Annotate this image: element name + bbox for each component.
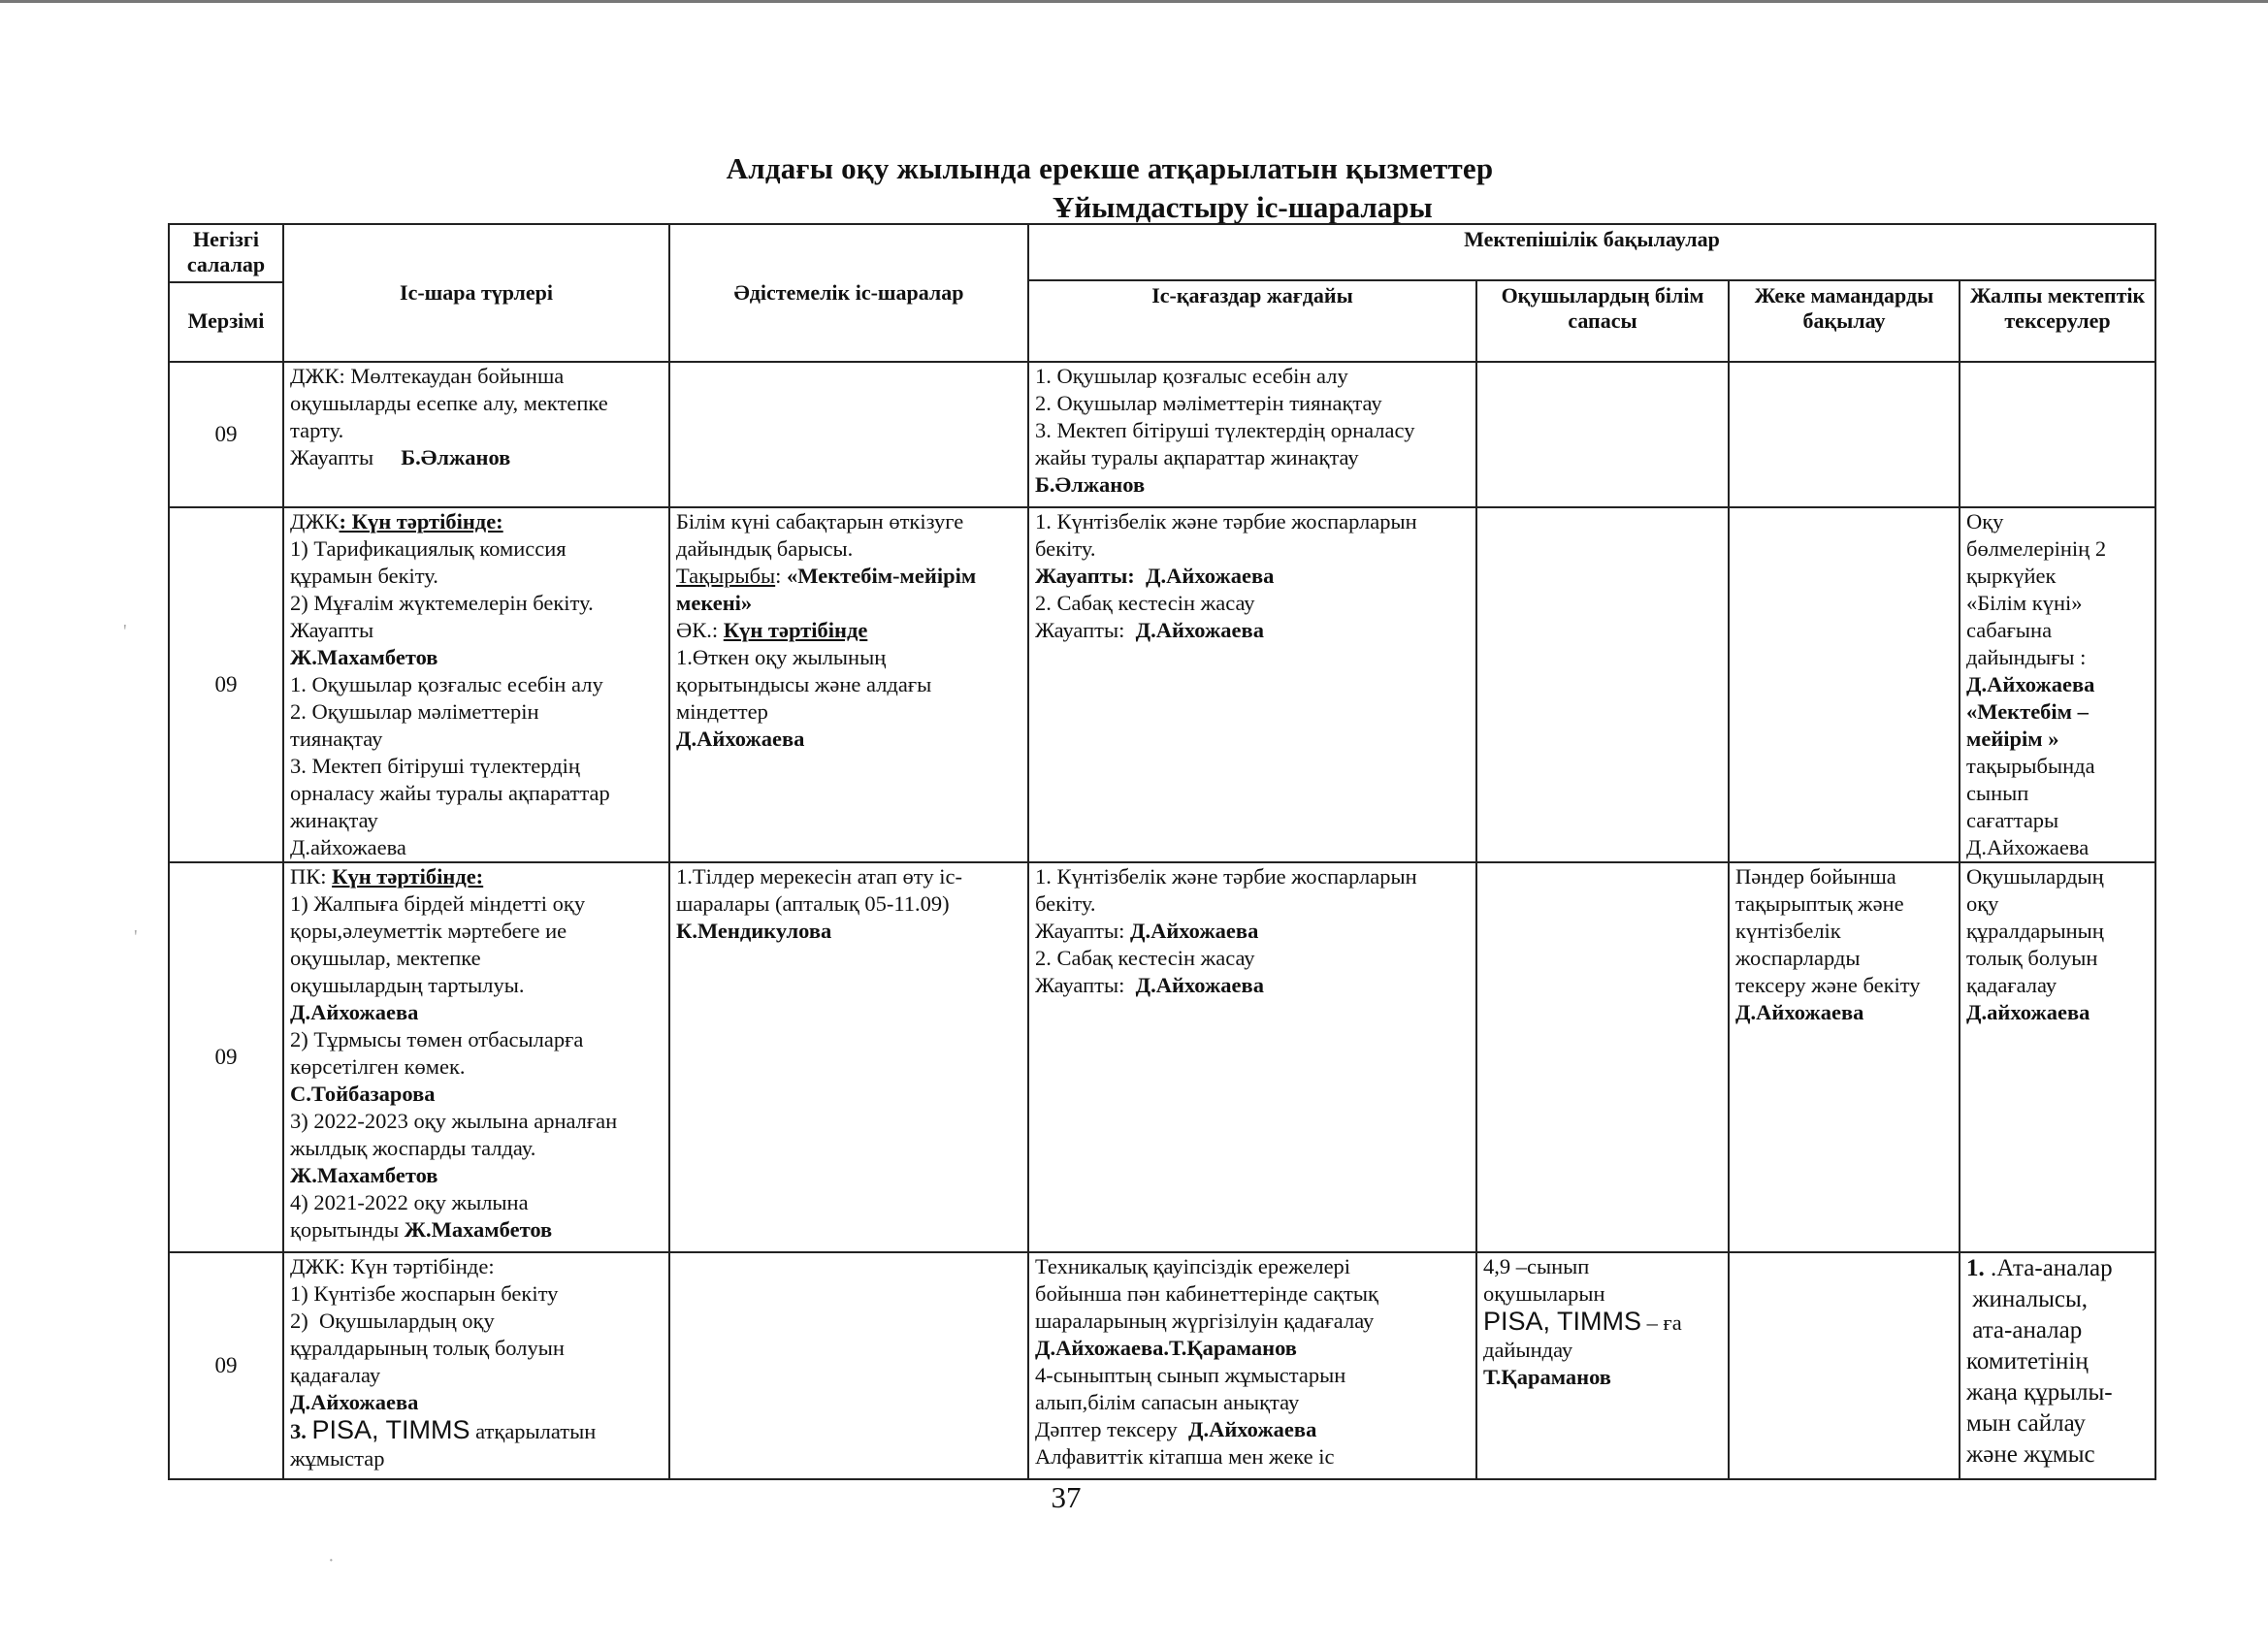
plain-text: ӘК.: bbox=[676, 618, 724, 642]
bold-text: Ж.Махамбетов bbox=[290, 1163, 438, 1187]
bold-text: С.Тойбазарова bbox=[290, 1082, 436, 1106]
plain-text: жаңа құрылы- bbox=[1966, 1379, 2113, 1406]
plain-text: қыркүйек bbox=[1966, 564, 2057, 588]
cell-line bbox=[1035, 417, 1470, 444]
header-adistemelik: Әдістемелік іс-шаралар bbox=[669, 224, 1028, 362]
plain-text: қорытынды bbox=[290, 1217, 405, 1242]
plain-text: 2. Оқушылар мәліметтерін bbox=[290, 699, 539, 724]
plain-text: жоспарларды bbox=[1735, 946, 1861, 970]
plain-text: шараларының жүргізілуін қадағалау bbox=[1035, 1309, 1375, 1333]
is-kagazdar-cell bbox=[1028, 507, 1476, 862]
cell-line bbox=[1735, 890, 1953, 918]
cell-line bbox=[290, 999, 663, 1026]
cell-line bbox=[676, 590, 1021, 617]
cell-line bbox=[1035, 508, 1470, 535]
cell-line bbox=[290, 535, 663, 563]
scan-speck: ' bbox=[123, 621, 127, 642]
plain-text: ата-аналар bbox=[1966, 1317, 2083, 1343]
bilim-sapasy-cell bbox=[1476, 507, 1729, 862]
header-is-shara: Іс-шара түрлері bbox=[283, 224, 669, 362]
cell-line bbox=[676, 563, 1021, 590]
cell-line bbox=[290, 807, 663, 834]
cell-line bbox=[1966, 1315, 2149, 1346]
cell-line bbox=[1035, 363, 1470, 390]
adistemelik-cell bbox=[669, 362, 1028, 507]
plain-text: атқарылатын bbox=[470, 1419, 597, 1443]
plain-text: 1) Жалпыға бірдей міндетті оқу bbox=[290, 891, 586, 916]
bold-text: Жауапты: Д.Айхожаева bbox=[1035, 564, 1275, 588]
cell-line bbox=[1966, 999, 2149, 1026]
plain-text: тексеру және бекіту bbox=[1735, 973, 1921, 997]
plain-text: жиналысы, bbox=[1966, 1286, 2089, 1312]
bilim-sapasy-cell bbox=[1476, 362, 1729, 507]
cell-line bbox=[290, 834, 663, 861]
bilim-sapasy-cell bbox=[1476, 1252, 1729, 1479]
cell-line bbox=[1966, 1284, 2149, 1315]
assessment-name: PISA, TIMMS bbox=[311, 1415, 470, 1444]
cell-line bbox=[1035, 1416, 1470, 1443]
cell-line bbox=[290, 563, 663, 590]
plain-text: тақырыбында bbox=[1966, 754, 2095, 778]
header-merzimi: Мерзімі bbox=[187, 308, 265, 333]
plain-text: және жұмыс bbox=[1966, 1441, 2095, 1468]
cell-line bbox=[290, 363, 663, 390]
plain-text: дайындық барысы. bbox=[676, 536, 854, 561]
bold-text: Д.Айхожаева bbox=[1735, 1000, 1864, 1024]
cell-line bbox=[290, 945, 663, 972]
cell-line bbox=[290, 1335, 663, 1362]
cell-line bbox=[1035, 563, 1470, 590]
cell-line bbox=[1966, 807, 2149, 834]
cell-line bbox=[1966, 972, 2149, 999]
cell-line bbox=[290, 1445, 663, 1472]
cell-line bbox=[290, 780, 663, 807]
cell-line bbox=[676, 535, 1021, 563]
cell-line bbox=[1035, 444, 1470, 471]
bold-text: «Мектебім – bbox=[1966, 699, 2089, 724]
plain-text: қоры,әлеуметтік мәртебеге ие bbox=[290, 919, 567, 943]
plain-text: оқу bbox=[1966, 891, 1999, 916]
plain-text: көрсетілген көмек. bbox=[290, 1054, 466, 1079]
plain-text: 3. Мектеп бітіруші түлектердің орналасу bbox=[1035, 418, 1415, 442]
plain-text: сағаттары bbox=[1966, 808, 2059, 832]
plain-text: сабағына bbox=[1966, 618, 2053, 642]
plain-text: Оқу bbox=[1966, 509, 2004, 534]
cell-line bbox=[290, 918, 663, 945]
cell-line bbox=[676, 671, 1021, 698]
plain-text: – ға bbox=[1641, 1310, 1682, 1335]
cell-line bbox=[1035, 390, 1470, 417]
cell-line bbox=[1035, 590, 1470, 617]
cell-line bbox=[290, 390, 663, 417]
cell-line bbox=[1966, 1346, 2149, 1377]
zheke-cell bbox=[1729, 1252, 1960, 1479]
cell-line bbox=[290, 726, 663, 753]
cell-line bbox=[676, 508, 1021, 535]
plain-text: шаралары (апталық 05-11.09) bbox=[676, 891, 950, 916]
zhalpy-cell bbox=[1960, 507, 2155, 862]
plain-text: жұмыстар bbox=[290, 1446, 385, 1471]
bold-text: Д.Айхожаева bbox=[1135, 973, 1264, 997]
plain-text: алып,білім сапасын анықтау bbox=[1035, 1390, 1300, 1414]
cell-line bbox=[1966, 698, 2149, 726]
plain-text: 1. Күнтізбелік және тәрбие жоспарларын bbox=[1035, 509, 1417, 534]
plain-text: ДЖК: Күн тәртібінде: bbox=[290, 1254, 495, 1278]
cell-line bbox=[1966, 945, 2149, 972]
plain-text: ДЖК: Мөлтекаудан бойынша bbox=[290, 364, 565, 388]
plain-text: 4) 2021-2022 оқу жылына bbox=[290, 1190, 529, 1214]
plain-text: 1.Тілдер мерекесін атап өту іс- bbox=[676, 864, 962, 889]
cell-line bbox=[290, 972, 663, 999]
zheke-cell bbox=[1729, 362, 1960, 507]
scan-speck: ' bbox=[134, 926, 138, 948]
cell-line bbox=[1966, 1253, 2149, 1284]
cell-line bbox=[1966, 834, 2149, 861]
bold-text: Д.Айхожаева bbox=[290, 1000, 419, 1024]
cell-line bbox=[1735, 863, 1953, 890]
date-cell: 09 bbox=[169, 862, 283, 1252]
cell-line bbox=[1035, 471, 1470, 499]
plain-text: 2. Оқушылар мәліметтерін тиянақтау bbox=[1035, 391, 1382, 415]
cell-line bbox=[1966, 863, 2149, 890]
plain-text: бекіту. bbox=[1035, 891, 1096, 916]
bold-text: Д.Айхожаева bbox=[290, 1390, 419, 1414]
cell-line bbox=[1966, 508, 2149, 535]
cell-line bbox=[290, 1162, 663, 1189]
header-is-kagazdar: Іс-қағаздар жағдайы bbox=[1028, 280, 1476, 362]
is-kagazdar-cell bbox=[1028, 862, 1476, 1252]
plain-text: Білім күні сабақтарын өткізуге bbox=[676, 509, 964, 534]
cell-line bbox=[290, 444, 663, 471]
plain-text: Пәндер бойынша bbox=[1735, 864, 1896, 889]
table-row bbox=[169, 862, 2155, 1252]
plain-text: 1. Оқушылар қозғалыс есебін алу bbox=[1035, 364, 1348, 388]
is-shara-cell bbox=[283, 1252, 669, 1479]
assessment-name: PISA, TIMMS bbox=[1483, 1307, 1642, 1336]
adistemelik-cell bbox=[669, 507, 1028, 862]
plain-text: жайы туралы ақпараттар жинақтау bbox=[1035, 445, 1359, 469]
cell-line bbox=[1966, 1377, 2149, 1408]
plain-text: 2. Сабақ кестесін жасау bbox=[1035, 946, 1255, 970]
plain-text: толық болуын bbox=[1966, 946, 2098, 970]
plain-text: оқушылардың тартылуы. bbox=[290, 973, 525, 997]
cell-line bbox=[1035, 890, 1470, 918]
cell-line bbox=[290, 753, 663, 780]
cell-line bbox=[1966, 563, 2149, 590]
plain-text: 2) Мұғалім жүктемелерін бекіту. bbox=[290, 591, 594, 615]
cell-line bbox=[1483, 1253, 1722, 1280]
plain-text: 2) Оқушылардың оқу bbox=[290, 1309, 495, 1333]
cell-line bbox=[1735, 999, 1953, 1026]
plain-text: мын сайлау bbox=[1966, 1410, 2086, 1437]
cell-line bbox=[676, 617, 1021, 644]
date-cell: 09 bbox=[169, 507, 283, 862]
adistemelik-cell bbox=[669, 862, 1028, 1252]
cell-line bbox=[1483, 1364, 1722, 1391]
bold-text: 1. bbox=[1966, 1255, 1991, 1281]
cell-line bbox=[290, 644, 663, 671]
cell-line bbox=[290, 1253, 663, 1280]
cell-line bbox=[1735, 972, 1953, 999]
date-cell: 09 bbox=[169, 362, 283, 507]
plain-text: : bbox=[775, 564, 788, 588]
plain-text: орналасу жайы туралы ақпараттар bbox=[290, 781, 610, 805]
header-mektepishilik: Мектепішілік бақылаулар bbox=[1028, 224, 2155, 280]
plain-text: бекіту. bbox=[1035, 536, 1096, 561]
page-number: 37 bbox=[1051, 1480, 1082, 1514]
plain-text: ПК: bbox=[290, 864, 333, 889]
plain-text: 3) 2022-2023 оқу жылына арналған bbox=[290, 1109, 618, 1133]
plain-text: Жауапты: bbox=[1035, 618, 1136, 642]
plain-text: бойынша пән кабинеттерінде сақтық bbox=[1035, 1281, 1378, 1306]
cell-line bbox=[1035, 1253, 1470, 1280]
date-cell: 09 bbox=[169, 1252, 283, 1479]
cell-line bbox=[676, 863, 1021, 890]
plain-text: Д.айхожаева bbox=[290, 835, 406, 859]
header-negizgi: Негізгі салалар bbox=[170, 225, 282, 283]
header-bilim-sapasy: Оқушылардың білім сапасы bbox=[1476, 280, 1729, 362]
cell-line bbox=[1035, 617, 1470, 644]
cell-line bbox=[290, 1189, 663, 1216]
cell-line bbox=[1966, 671, 2149, 698]
bold-text: Б.Әлжанов bbox=[1035, 472, 1146, 497]
plain-text: қадағалау bbox=[1966, 973, 2057, 997]
plain-text: Д.Айхожаева bbox=[1966, 835, 2090, 859]
zhalpy-cell bbox=[1960, 362, 2155, 507]
bold-text: Д.Айхожаева bbox=[1966, 672, 2095, 696]
cell-line bbox=[1035, 863, 1470, 890]
plain-text: күнтізбелік bbox=[1735, 919, 1841, 943]
zhalpy-cell bbox=[1960, 862, 2155, 1252]
cell-line bbox=[1035, 1389, 1470, 1416]
plain-text: 1. Күнтізбелік және тәрбие жоспарларын bbox=[1035, 864, 1417, 889]
bold-text: Д.Айхожаева bbox=[676, 727, 805, 751]
cell-line bbox=[1966, 918, 2149, 945]
plain-text: 2. Сабақ кестесін жасау bbox=[1035, 591, 1255, 615]
plan-table-body bbox=[169, 362, 2155, 1479]
bold-text: Д.Айхожаева bbox=[1187, 1417, 1317, 1441]
bold-text: Д.Айхожаева bbox=[1129, 919, 1259, 943]
cell-line bbox=[676, 644, 1021, 671]
plain-text: Техникалық қауіпсіздік ережелері bbox=[1035, 1254, 1351, 1278]
bilim-sapasy-cell bbox=[1476, 862, 1729, 1252]
plain-text: комитетінің bbox=[1966, 1348, 2089, 1374]
cell-line bbox=[290, 698, 663, 726]
bold-text: мейірім » bbox=[1966, 727, 2059, 751]
plain-text: сынып bbox=[1966, 781, 2029, 805]
scan-speck: · bbox=[328, 1550, 335, 1571]
cell-line bbox=[1035, 1443, 1470, 1471]
bold-text: Д.Айхожаева bbox=[1135, 618, 1264, 642]
table-row bbox=[169, 507, 2155, 862]
cell-line bbox=[290, 1362, 663, 1389]
plain-text: 3. Мектеп бітіруші түлектердің bbox=[290, 754, 580, 778]
plain-text: құралдарының bbox=[1966, 919, 2104, 943]
bold-text: Б.Әлжанов bbox=[401, 445, 511, 469]
cell-line bbox=[290, 617, 663, 644]
bold-underlined-text: Күн тәртібінде bbox=[723, 618, 868, 642]
cell-line bbox=[1035, 945, 1470, 972]
plain-text: 1) Тарификациялық комиссия bbox=[290, 536, 567, 561]
plain-text: жылдық жоспарды талдау. bbox=[290, 1136, 536, 1160]
plain-text: 1) Күнтізбе жоспарын бекіту bbox=[290, 1281, 559, 1306]
cell-line bbox=[1966, 726, 2149, 753]
plain-text: құралдарының толық болуын bbox=[290, 1336, 565, 1360]
cell-line bbox=[1035, 1280, 1470, 1308]
adistemelik-cell bbox=[669, 1252, 1028, 1479]
cell-line bbox=[1966, 535, 2149, 563]
plain-text: дайындығы : bbox=[1966, 645, 2087, 669]
plain-text: 4,9 –сынып bbox=[1483, 1254, 1590, 1278]
is-kagazdar-cell bbox=[1028, 1252, 1476, 1479]
bold-text: мекені» bbox=[676, 591, 753, 615]
cell-line bbox=[1483, 1308, 1722, 1337]
bold-underlined-text: : Күн тәртібінде: bbox=[339, 509, 503, 534]
plain-text: ДЖК bbox=[290, 509, 340, 534]
zhalpy-cell bbox=[1960, 1252, 2155, 1479]
cell-line bbox=[290, 863, 663, 890]
plain-text: қадағалау bbox=[290, 1363, 381, 1387]
zheke-cell bbox=[1729, 507, 1960, 862]
plain-text: бөлмелерінің 2 bbox=[1966, 536, 2107, 561]
is-shara-cell bbox=[283, 507, 669, 862]
underlined-text: Тақырыбы bbox=[676, 564, 776, 588]
plain-text: 1.Өткен оқу жылының bbox=[676, 645, 887, 669]
cell-line bbox=[290, 508, 663, 535]
cell-line bbox=[290, 1081, 663, 1108]
cell-line bbox=[290, 1135, 663, 1162]
bold-text: Ж.Махамбетов bbox=[404, 1217, 553, 1242]
bold-underlined-text: Күн тәртібінде: bbox=[332, 864, 484, 889]
cell-line bbox=[290, 1216, 663, 1244]
plain-text: .Ата-аналар bbox=[1991, 1255, 2113, 1281]
cell-line bbox=[1966, 617, 2149, 644]
cell-line bbox=[290, 890, 663, 918]
cell-line bbox=[1966, 780, 2149, 807]
plain-text: қорытындысы және алдағы bbox=[676, 672, 932, 696]
is-kagazdar-cell bbox=[1028, 362, 1476, 507]
plain-text: тиянақтау bbox=[290, 727, 383, 751]
bold-text: Ж.Махамбетов bbox=[290, 645, 438, 669]
cell-line bbox=[1035, 918, 1470, 945]
zheke-cell bbox=[1729, 862, 1960, 1252]
page-title: Алдағы оқу жылында ерекше атқарылатын қызметтер bbox=[726, 151, 1494, 185]
cell-line bbox=[1035, 1335, 1470, 1362]
cell-line bbox=[1035, 1308, 1470, 1335]
cell-line bbox=[676, 890, 1021, 918]
bold-text: Д.айхожаева bbox=[1966, 1000, 2090, 1024]
bold-text: Т.Қараманов bbox=[1483, 1365, 1611, 1389]
cell-line bbox=[676, 698, 1021, 726]
cell-line bbox=[1966, 1439, 2149, 1471]
is-shara-cell bbox=[283, 862, 669, 1252]
plain-text: оқушыларды есепке алу, мектепке bbox=[290, 391, 608, 415]
cell-line bbox=[1966, 590, 2149, 617]
scan-top-edge bbox=[0, 0, 2268, 3]
plain-text: тақырыптық және bbox=[1735, 891, 1904, 916]
plain-text: дайындау bbox=[1483, 1338, 1573, 1362]
plain-text: жинақтау bbox=[290, 808, 378, 832]
cell-line bbox=[676, 726, 1021, 753]
bold-text: «Мектебім-мейірім bbox=[787, 564, 977, 588]
cell-line bbox=[1035, 972, 1470, 999]
cell-line bbox=[676, 918, 1021, 945]
cell-line bbox=[290, 1416, 663, 1445]
cell-line bbox=[1035, 1362, 1470, 1389]
cell-line bbox=[290, 1308, 663, 1335]
cell-line bbox=[290, 1280, 663, 1308]
bold-text: 3. bbox=[290, 1419, 312, 1443]
plain-text: оқушыларын bbox=[1483, 1281, 1605, 1306]
cell-line bbox=[1966, 644, 2149, 671]
plain-text: Жауапты bbox=[290, 445, 402, 469]
plain-text: құрамын бекіту. bbox=[290, 564, 438, 588]
cell-line bbox=[290, 1053, 663, 1081]
plain-text: оқушылар, мектепке bbox=[290, 946, 481, 970]
plain-text: 2) Тұрмысы төмен отбасыларға bbox=[290, 1027, 584, 1051]
plain-text: «Білім күні» bbox=[1966, 591, 2083, 615]
header-zhalpy: Жалпы мектептік тексерулер bbox=[1960, 280, 2155, 362]
plain-text: 4-сыныптың сынып жұмыстарын bbox=[1035, 1363, 1346, 1387]
cell-line bbox=[1735, 945, 1953, 972]
cell-line bbox=[290, 1108, 663, 1135]
plain-text: тарту. bbox=[290, 418, 344, 442]
plain-text: Оқушылардың bbox=[1966, 864, 2104, 889]
cell-line bbox=[1035, 535, 1470, 563]
is-shara-cell bbox=[283, 362, 669, 507]
table-row bbox=[169, 362, 2155, 507]
header-zheke: Жеке мамандарды бақылау bbox=[1729, 280, 1960, 362]
bold-text: Д.Айхожаева.Т.Қараманов bbox=[1035, 1336, 1297, 1360]
cell-line bbox=[290, 417, 663, 444]
plain-text: Алфавиттік кітапша мен жеке іс bbox=[1035, 1444, 1335, 1469]
cell-line bbox=[1966, 890, 2149, 918]
cell-line bbox=[1735, 918, 1953, 945]
plan-table bbox=[168, 223, 2156, 1480]
table-row bbox=[169, 1252, 2155, 1479]
cell-line bbox=[290, 671, 663, 698]
cell-line bbox=[1966, 1408, 2149, 1439]
plain-text: Жауапты: bbox=[1035, 973, 1136, 997]
bold-text: К.Мендикулова bbox=[676, 919, 832, 943]
cell-line bbox=[1966, 753, 2149, 780]
cell-line bbox=[1483, 1280, 1722, 1308]
header-negizgi-merzimi bbox=[169, 224, 283, 362]
plain-text: Дәптер тексеру bbox=[1035, 1417, 1188, 1441]
plain-text: Жауапты: bbox=[1035, 919, 1130, 943]
plain-text: міндеттер bbox=[676, 699, 768, 724]
cell-line bbox=[290, 1026, 663, 1053]
plain-text: Жауапты bbox=[290, 618, 374, 642]
page-subtitle: Ұйымдастыру іс-шаралары bbox=[1053, 190, 1433, 224]
plain-text: 1. Оқушылар қозғалыс есебін алу bbox=[290, 672, 603, 696]
cell-line bbox=[290, 590, 663, 617]
cell-line bbox=[290, 1389, 663, 1416]
cell-line bbox=[1483, 1337, 1722, 1364]
